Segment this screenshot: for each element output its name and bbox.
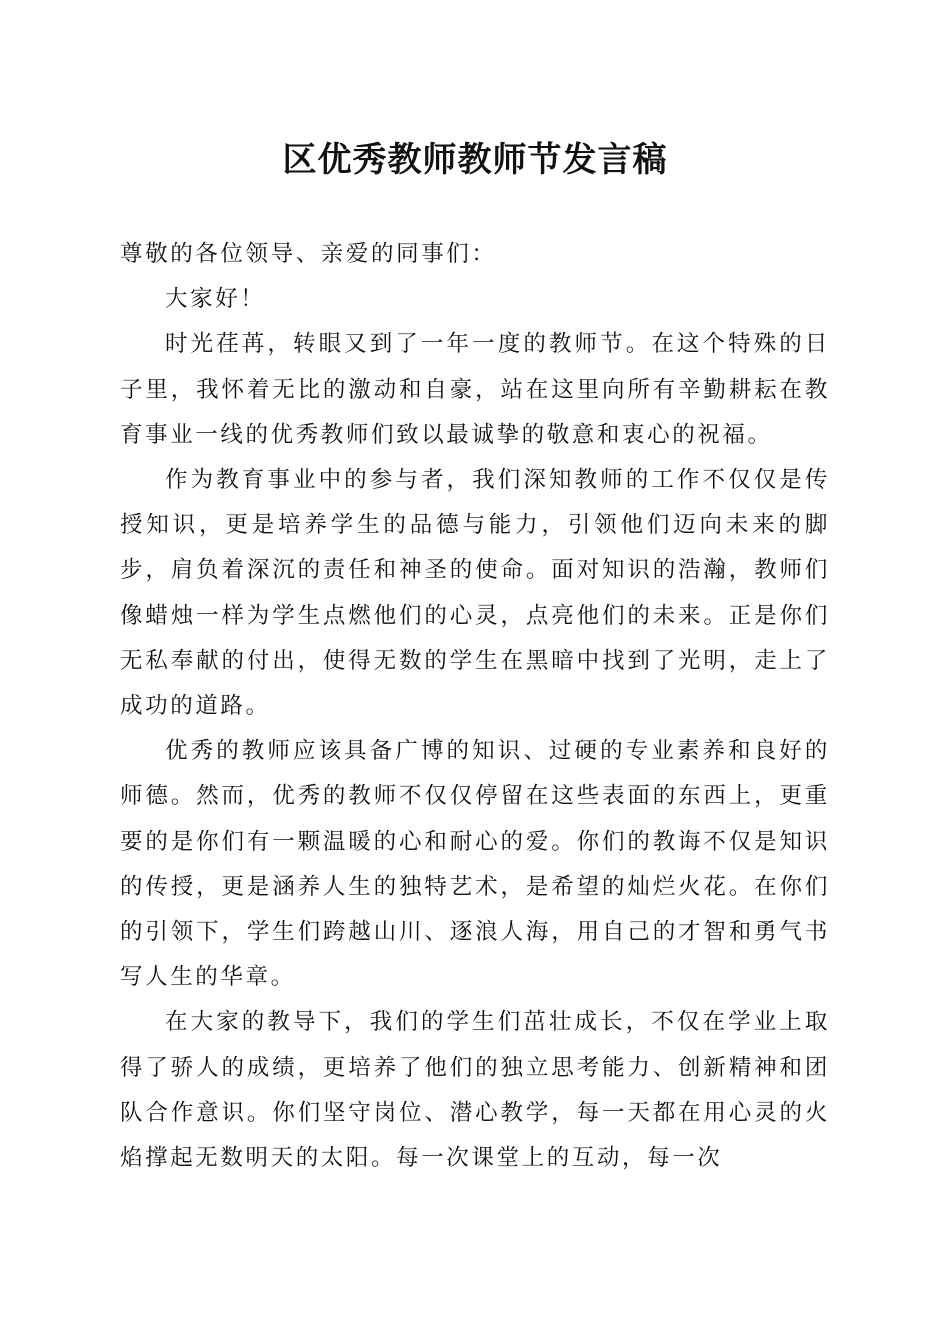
salutation: 尊敬的各位领导、亲爱的同事们： — [120, 241, 497, 267]
document-title: 区优秀教师教师节发言稿 — [282, 140, 668, 180]
document-body — [120, 232, 830, 1181]
paragraph-opening: 时光荏苒，转眼又到了一年一度的教师节。在这个特殊的日子里，我怀着无比的激动和自豪，站在这里向所有辛勤耕耘在教育事业一线的优秀教师们致以最诚挚的敬意和衷心的祝福。 — [120, 331, 830, 448]
paragraph-students: 在大家的教导下，我们的学生们茁壮成长，不仅在学业上取得了骄人的成绩，更培养了他们的独立思考能力、创新精神和团队合作意识。你们坚守岗位、潜心教学，每一天都在用心灵的火焰撑起无数明天的太阳。每一次课堂上的互动，每一次 — [120, 1009, 830, 1172]
paragraph-qualities: 优秀的教师应该具备广博的知识、过硬的专业素养和良好的师德。然而，优秀的教师不仅仅停留在这些表面的东西上，更重要的是你们有一颗温暖的心和耐心的爱。你们的教诲不仅是知识的传授，更是涵养人生的独特艺术，是希望的灿烂火花。在你们的引领下，学生们跨越山川、逐浪人海，用自己的才智和勇气书写人生的华章。 — [120, 738, 830, 991]
paragraph-role: 作为教育事业中的参与者，我们深知教师的工作不仅仅是传授知识，更是培养学生的品德与能力，引领他们迈向未来的脚步，肩负着深沉的责任和神圣的使命。面对知识的浩瀚，教师们像蜡烛一样为学生点燃他们的心灵，点亮他们的未来。正是你们无私奉献的付出，使得无数的学生在黑暗中找到了光明，走上了成功的道路。 — [120, 467, 830, 720]
paragraph-greeting: 大家好！ — [165, 286, 266, 313]
